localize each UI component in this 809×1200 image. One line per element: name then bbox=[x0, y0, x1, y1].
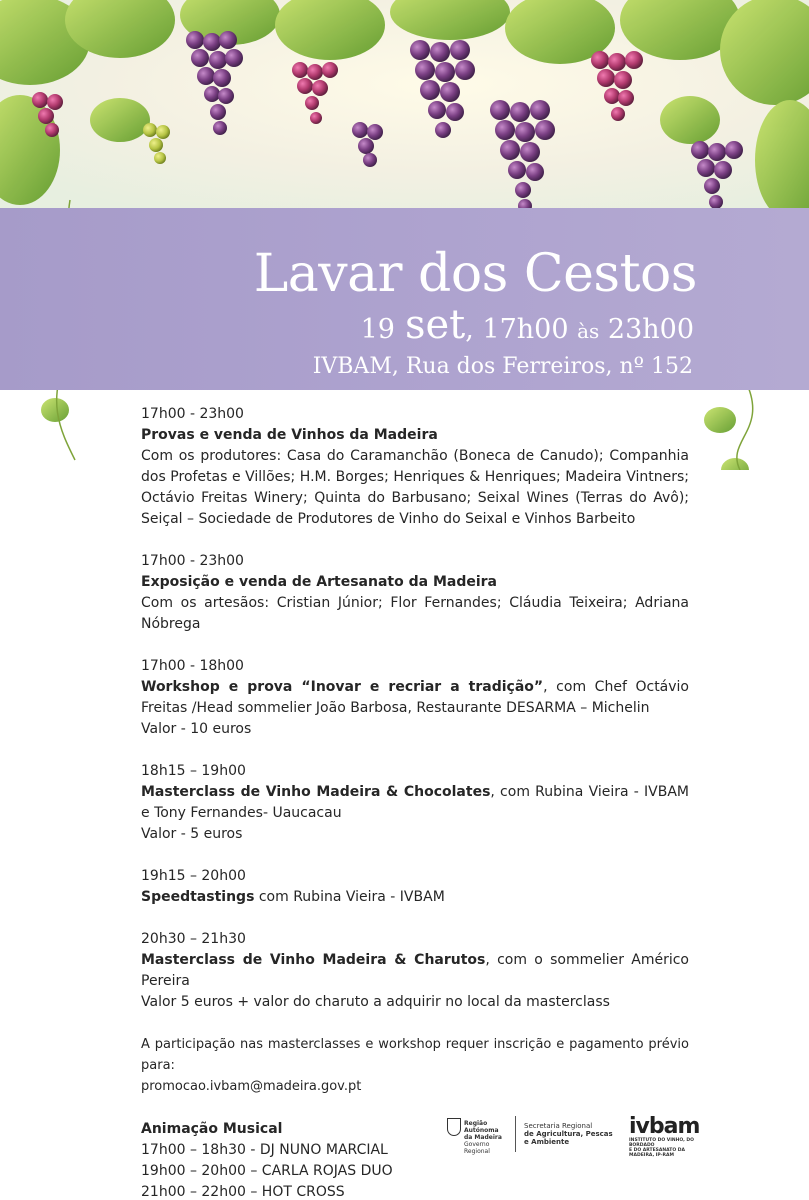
program-time: 18h15 – 19h00 bbox=[141, 763, 246, 779]
program-description: Com os artesãos: Cristian Júnior; Flor Fernandes; Cláudia Teixeira; Adriana Nóbrega bbox=[141, 595, 689, 632]
registration-text: A participação nas masterclasses e workshop requer inscrição e pagamento prévio para: bbox=[141, 1037, 689, 1073]
program-list bbox=[141, 404, 689, 1200]
program-title: Masterclass de Vinho Madeira & Chocolates, com Rubina Vieira - IVBAM e Tony Fernandes- Uaucacau bbox=[141, 784, 689, 821]
program-time: 20h30 – 21h30 bbox=[141, 931, 246, 947]
sponsor-logos: Região Autónoma da Madeira Governo Regional Secretaria Regional de Agricultura, Pescas e Ambiente ivbam INSTITUTO DO VINHO, DO BORDADO E DO ARTESANATO DA MADEIRA, IP-RAM bbox=[447, 1116, 707, 1156]
logo-divider bbox=[515, 1116, 516, 1152]
program-time: 17h00 - 23h00 bbox=[141, 553, 244, 569]
secretaria-regional-logo: Secretaria Regional de Agricultura, Pescas e Ambiente bbox=[524, 1122, 613, 1146]
program-time: 19h15 – 20h00 bbox=[141, 868, 246, 884]
date-time-start: , 17h00 bbox=[465, 314, 569, 345]
program-item bbox=[141, 551, 689, 635]
program-price: Valor - 5 euros bbox=[141, 826, 243, 842]
registration-email[interactable]: promocao.ivbam@madeira.gov.pt bbox=[141, 1079, 362, 1094]
date-day: 19 bbox=[360, 314, 395, 345]
program-title: Masterclass de Vinho Madeira & Charutos, com o sommelier Américo Pereira bbox=[141, 952, 689, 989]
program-time: 17h00 - 23h00 bbox=[141, 406, 244, 422]
program-price: Valor - 10 euros bbox=[141, 721, 252, 737]
program-price: Valor 5 euros + valor do charuto a adquirir no local da masterclass bbox=[141, 994, 610, 1010]
event-venue: IVBAM, Rua dos Ferreiros, nº 152 bbox=[312, 354, 693, 379]
event-title: Lavar dos Cestos bbox=[253, 244, 697, 304]
crest-icon bbox=[447, 1118, 461, 1136]
music-row: 19h00 – 20h00 – CARLA ROJAS DUO bbox=[141, 1163, 393, 1179]
program-title: Provas e venda de Vinhos da Madeira bbox=[141, 427, 438, 443]
date-month: set bbox=[404, 302, 466, 348]
program-title: Speedtastings com Rubina Vieira - IVBAM bbox=[141, 889, 445, 905]
program-item bbox=[141, 761, 689, 845]
music-row: 17h00 – 18h30 - DJ NUNO MARCIAL bbox=[141, 1142, 388, 1158]
program-time: 17h00 - 18h00 bbox=[141, 658, 244, 674]
program-item bbox=[141, 656, 689, 740]
program-title: Exposição e venda de Artesanato da Madeira bbox=[141, 574, 497, 590]
program-item bbox=[141, 866, 689, 908]
ivbam-logo: ivbam INSTITUTO DO VINHO, DO BORDADO E DO ARTESANATO DA MADEIRA, IP-RAM bbox=[629, 1114, 700, 1158]
program-item bbox=[141, 404, 689, 530]
event-date bbox=[361, 302, 694, 348]
music-title: Animação Musical bbox=[141, 1121, 283, 1137]
date-connector: às bbox=[577, 319, 600, 343]
program-title: Workshop e prova “Inovar e recriar a tradição”, com Chef Octávio Freitas /Head sommelier João Barbosa, Restaurante DESARMA – Michelin bbox=[141, 679, 690, 716]
program-item bbox=[141, 929, 689, 1013]
registration-note bbox=[141, 1034, 689, 1097]
music-row: 21h00 – 22h00 – HOT CROSS bbox=[141, 1184, 345, 1200]
date-time-end: 23h00 bbox=[607, 314, 694, 345]
program-description: Com os produtores: Casa do Caramanchão (Boneca de Canudo); Companhia dos Profetas e Villões; H.M. Borges; Henriques & Henriques; Madeira Vintners; Octávio Freitas Winery; Quinta do Barbusano; Seixal Wines (Terras do Avô); Seiçal – Sociedade de Produtores de Vinho do Seixal e Vinhos Barbeito bbox=[141, 448, 689, 527]
